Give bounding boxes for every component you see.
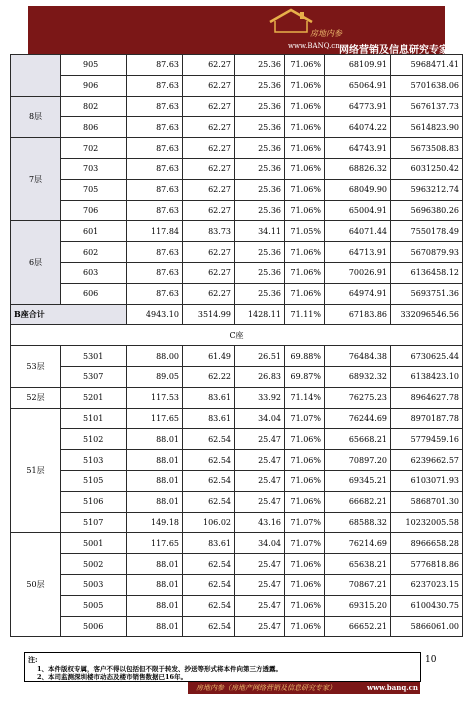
data-cell: 25.36 — [235, 96, 285, 117]
data-cell: 71.06% — [285, 75, 325, 96]
data-cell: 8970187.78 — [391, 408, 463, 429]
footer-text: 房地内参（房地产网络营销及信息研究专家） — [196, 684, 336, 692]
data-cell: 71.07% — [285, 533, 325, 554]
total-cell: 67183.86 — [325, 304, 391, 325]
data-cell: 88.01 — [127, 616, 183, 637]
unit-number: 5106 — [61, 491, 127, 512]
data-cell: 5868701.30 — [391, 491, 463, 512]
unit-number: 5101 — [61, 408, 127, 429]
data-cell: 88.01 — [127, 491, 183, 512]
table-row — [11, 491, 463, 512]
data-cell: 25.36 — [235, 283, 285, 304]
note-line-2: 2、本司监测深圳楼市动态及楼市销售数据已16年。 — [37, 673, 188, 681]
table-row — [11, 346, 463, 367]
floor-label: 50层 — [11, 533, 61, 637]
header-banner — [28, 6, 449, 56]
data-cell: 25.47 — [235, 450, 285, 471]
data-cell: 106.02 — [183, 512, 235, 533]
total-cell: 332096546.56 — [391, 304, 463, 325]
data-cell: 66682.21 — [325, 491, 391, 512]
data-cell: 62.27 — [183, 200, 235, 221]
data-cell: 5676137.73 — [391, 96, 463, 117]
unit-number: 906 — [61, 75, 127, 96]
floor-label: 7层 — [11, 138, 61, 221]
data-cell: 68826.32 — [325, 158, 391, 179]
data-cell: 71.06% — [285, 179, 325, 200]
data-cell: 25.36 — [235, 55, 285, 76]
table-row — [11, 554, 463, 575]
data-cell: 87.63 — [127, 117, 183, 138]
data-cell: 62.27 — [183, 138, 235, 159]
data-cell: 71.06% — [285, 554, 325, 575]
notes-label: 注: — [28, 655, 38, 664]
table-row — [11, 200, 463, 221]
data-cell: 62.54 — [183, 574, 235, 595]
data-cell: 25.47 — [235, 470, 285, 491]
data-cell: 83.61 — [183, 533, 235, 554]
section-row — [11, 325, 463, 346]
data-cell: 64713.91 — [325, 242, 391, 263]
data-cell: 87.63 — [127, 283, 183, 304]
data-cell: 88.01 — [127, 470, 183, 491]
unit-number: 5002 — [61, 554, 127, 575]
table-row — [11, 158, 463, 179]
unit-number: 601 — [61, 221, 127, 242]
data-cell: 25.36 — [235, 117, 285, 138]
data-cell: 64071.44 — [325, 221, 391, 242]
data-cell: 62.27 — [183, 158, 235, 179]
table-row — [11, 138, 463, 159]
data-cell: 69.88% — [285, 346, 325, 367]
data-cell: 25.47 — [235, 595, 285, 616]
data-cell: 62.54 — [183, 450, 235, 471]
data-cell: 65064.91 — [325, 75, 391, 96]
data-cell: 76244.69 — [325, 408, 391, 429]
data-cell: 71.06% — [285, 491, 325, 512]
data-cell: 83.61 — [183, 408, 235, 429]
data-cell: 69315.20 — [325, 595, 391, 616]
table-row — [11, 450, 463, 471]
data-cell: 62.27 — [183, 179, 235, 200]
data-cell: 88.01 — [127, 574, 183, 595]
data-cell: 71.06% — [285, 158, 325, 179]
unit-number: 603 — [61, 262, 127, 283]
data-cell: 76275.23 — [325, 387, 391, 408]
table-row — [11, 75, 463, 96]
data-cell: 62.54 — [183, 429, 235, 450]
data-cell: 25.36 — [235, 158, 285, 179]
unit-number: 5105 — [61, 470, 127, 491]
unit-number: 5301 — [61, 346, 127, 367]
data-cell: 62.27 — [183, 283, 235, 304]
table-row — [11, 512, 463, 533]
total-cell: 4943.10 — [127, 304, 183, 325]
table-row — [11, 408, 463, 429]
total-label: B座合计 — [11, 304, 127, 325]
data-cell: 117.65 — [127, 533, 183, 554]
data-cell: 34.04 — [235, 533, 285, 554]
note-line-1: 1、本件版权专属，客户不得以包括但不限于转发、抄送等形式将本件向第三方透露。 — [37, 665, 283, 673]
data-cell: 62.54 — [183, 470, 235, 491]
data-cell: 66652.21 — [325, 616, 391, 637]
data-cell: 71.06% — [285, 200, 325, 221]
data-cell: 64974.91 — [325, 283, 391, 304]
data-cell: 5673508.83 — [391, 138, 463, 159]
data-cell: 6103071.93 — [391, 470, 463, 491]
data-cell: 5963212.74 — [391, 179, 463, 200]
table-row — [11, 242, 463, 263]
data-cell: 117.53 — [127, 387, 183, 408]
floor-label — [11, 55, 61, 97]
table-row — [11, 262, 463, 283]
total-cell: 3514.99 — [183, 304, 235, 325]
data-cell: 6730625.44 — [391, 346, 463, 367]
data-cell: 5614823.90 — [391, 117, 463, 138]
total-row — [11, 304, 463, 325]
data-cell: 62.54 — [183, 554, 235, 575]
data-cell: 64743.91 — [325, 138, 391, 159]
data-cell: 64773.91 — [325, 96, 391, 117]
data-cell: 87.63 — [127, 200, 183, 221]
floor-label: 8层 — [11, 96, 61, 138]
floor-label: 52层 — [11, 387, 61, 408]
brand-title: 网络营销及信息研究专家 — [339, 45, 449, 56]
data-cell: 65638.21 — [325, 554, 391, 575]
data-cell: 71.06% — [285, 450, 325, 471]
data-cell: 87.63 — [127, 158, 183, 179]
data-cell: 25.47 — [235, 429, 285, 450]
table-row — [11, 429, 463, 450]
data-cell: 64074.22 — [325, 117, 391, 138]
table-row — [11, 117, 463, 138]
data-cell: 88.00 — [127, 346, 183, 367]
data-cell: 25.47 — [235, 554, 285, 575]
data-cell: 69345.21 — [325, 470, 391, 491]
data-cell: 71.06% — [285, 96, 325, 117]
data-cell: 5693751.36 — [391, 283, 463, 304]
data-cell: 71.06% — [285, 595, 325, 616]
data-cell: 71.06% — [285, 574, 325, 595]
data-cell: 88.01 — [127, 595, 183, 616]
unit-number: 703 — [61, 158, 127, 179]
sales-table — [10, 54, 463, 637]
data-cell: 25.47 — [235, 491, 285, 512]
table-row — [11, 387, 463, 408]
data-cell: 25.47 — [235, 616, 285, 637]
data-cell: 43.16 — [235, 512, 285, 533]
data-cell: 71.06% — [285, 262, 325, 283]
data-cell: 5776818.86 — [391, 554, 463, 575]
page-number: 10 — [425, 655, 437, 665]
table-row — [11, 595, 463, 616]
unit-number: 702 — [61, 138, 127, 159]
data-cell: 62.27 — [183, 75, 235, 96]
total-cell: 1428.11 — [235, 304, 285, 325]
data-cell: 6237023.15 — [391, 574, 463, 595]
data-cell: 6239662.57 — [391, 450, 463, 471]
unit-number: 5006 — [61, 616, 127, 637]
table-row — [11, 221, 463, 242]
data-cell: 87.63 — [127, 262, 183, 283]
floor-label: 6层 — [11, 221, 61, 304]
data-cell: 68588.32 — [325, 512, 391, 533]
data-cell: 88.01 — [127, 554, 183, 575]
data-cell: 62.54 — [183, 595, 235, 616]
data-cell: 68049.90 — [325, 179, 391, 200]
unit-number: 5107 — [61, 512, 127, 533]
total-cell: 71.11% — [285, 304, 325, 325]
data-cell: 83.61 — [183, 387, 235, 408]
data-cell: 6136458.12 — [391, 262, 463, 283]
data-cell: 5779459.16 — [391, 429, 463, 450]
house-logo-icon — [266, 8, 316, 34]
table-row — [11, 55, 463, 76]
data-cell: 71.05% — [285, 221, 325, 242]
data-cell: 68109.91 — [325, 55, 391, 76]
data-cell: 88.01 — [127, 429, 183, 450]
data-cell: 7550178.49 — [391, 221, 463, 242]
data-cell: 71.06% — [285, 283, 325, 304]
data-cell: 87.63 — [127, 242, 183, 263]
data-cell: 25.36 — [235, 138, 285, 159]
data-cell: 62.27 — [183, 117, 235, 138]
notes-box — [24, 652, 421, 682]
unit-number: 806 — [61, 117, 127, 138]
unit-number: 5001 — [61, 533, 127, 554]
data-cell: 71.06% — [285, 242, 325, 263]
brand-url: www.BANQ.cn — [288, 42, 340, 50]
data-cell: 8964627.78 — [391, 387, 463, 408]
data-cell: 71.06% — [285, 429, 325, 450]
footer-banner — [188, 682, 420, 694]
data-cell: 70897.20 — [325, 450, 391, 471]
data-cell: 25.36 — [235, 262, 285, 283]
data-cell: 70026.91 — [325, 262, 391, 283]
data-cell: 62.27 — [183, 96, 235, 117]
data-cell: 5866061.00 — [391, 616, 463, 637]
unit-number: 5102 — [61, 429, 127, 450]
data-cell: 62.27 — [183, 262, 235, 283]
data-cell: 149.18 — [127, 512, 183, 533]
data-cell: 25.36 — [235, 242, 285, 263]
data-cell: 117.84 — [127, 221, 183, 242]
data-cell: 6031250.42 — [391, 158, 463, 179]
brand-name: 房地内参 — [310, 29, 342, 38]
data-cell: 117.65 — [127, 408, 183, 429]
data-cell: 25.36 — [235, 200, 285, 221]
data-cell: 71.06% — [285, 616, 325, 637]
data-cell: 5968471.41 — [391, 55, 463, 76]
table-row — [11, 533, 463, 554]
data-cell: 65668.21 — [325, 429, 391, 450]
unit-number: 802 — [61, 96, 127, 117]
data-cell: 62.27 — [183, 55, 235, 76]
unit-number: 705 — [61, 179, 127, 200]
table-row — [11, 574, 463, 595]
data-cell: 10232005.58 — [391, 512, 463, 533]
unit-number: 5307 — [61, 366, 127, 387]
data-cell: 87.63 — [127, 96, 183, 117]
data-cell: 26.83 — [235, 366, 285, 387]
data-cell: 25.47 — [235, 574, 285, 595]
data-cell: 5696380.26 — [391, 200, 463, 221]
data-cell: 62.54 — [183, 491, 235, 512]
data-cell: 25.36 — [235, 179, 285, 200]
data-cell: 5701638.06 — [391, 75, 463, 96]
unit-number: 905 — [61, 55, 127, 76]
table-row — [11, 283, 463, 304]
unit-number: 706 — [61, 200, 127, 221]
data-cell: 26.51 — [235, 346, 285, 367]
data-cell: 83.73 — [183, 221, 235, 242]
data-cell: 87.63 — [127, 138, 183, 159]
table-row — [11, 366, 463, 387]
floor-label: 51层 — [11, 408, 61, 533]
table-row — [11, 179, 463, 200]
data-cell: 68932.32 — [325, 366, 391, 387]
data-cell: 71.06% — [285, 138, 325, 159]
data-cell: 6100430.75 — [391, 595, 463, 616]
data-cell: 8966658.28 — [391, 533, 463, 554]
unit-number: 5103 — [61, 450, 127, 471]
unit-number: 602 — [61, 242, 127, 263]
data-cell: 5670879.93 — [391, 242, 463, 263]
table-row — [11, 470, 463, 491]
data-cell: 65004.91 — [325, 200, 391, 221]
footer-url: www.banq.cn — [366, 683, 418, 692]
data-cell: 62.22 — [183, 366, 235, 387]
data-cell: 25.36 — [235, 75, 285, 96]
data-cell: 76484.38 — [325, 346, 391, 367]
table-row — [11, 616, 463, 637]
data-cell: 71.06% — [285, 470, 325, 491]
data-cell: 70867.21 — [325, 574, 391, 595]
unit-number: 5003 — [61, 574, 127, 595]
data-cell: 88.01 — [127, 450, 183, 471]
data-cell: 62.27 — [183, 242, 235, 263]
unit-number: 5201 — [61, 387, 127, 408]
data-cell: 87.63 — [127, 75, 183, 96]
data-cell: 87.63 — [127, 179, 183, 200]
floor-label: 53层 — [11, 346, 61, 388]
data-cell: 34.04 — [235, 408, 285, 429]
data-cell: 61.49 — [183, 346, 235, 367]
data-cell: 71.06% — [285, 117, 325, 138]
data-cell: 87.63 — [127, 55, 183, 76]
section-title: C座 — [11, 325, 463, 346]
data-cell: 76214.69 — [325, 533, 391, 554]
data-cell: 33.92 — [235, 387, 285, 408]
data-cell: 62.54 — [183, 616, 235, 637]
table-row — [11, 96, 463, 117]
data-cell: 71.14% — [285, 387, 325, 408]
unit-number: 606 — [61, 283, 127, 304]
unit-number: 5005 — [61, 595, 127, 616]
data-cell: 71.07% — [285, 408, 325, 429]
data-cell: 89.05 — [127, 366, 183, 387]
data-cell: 71.07% — [285, 512, 325, 533]
data-cell: 69.87% — [285, 366, 325, 387]
data-cell: 6138423.10 — [391, 366, 463, 387]
data-cell: 71.06% — [285, 55, 325, 76]
data-cell: 34.11 — [235, 221, 285, 242]
